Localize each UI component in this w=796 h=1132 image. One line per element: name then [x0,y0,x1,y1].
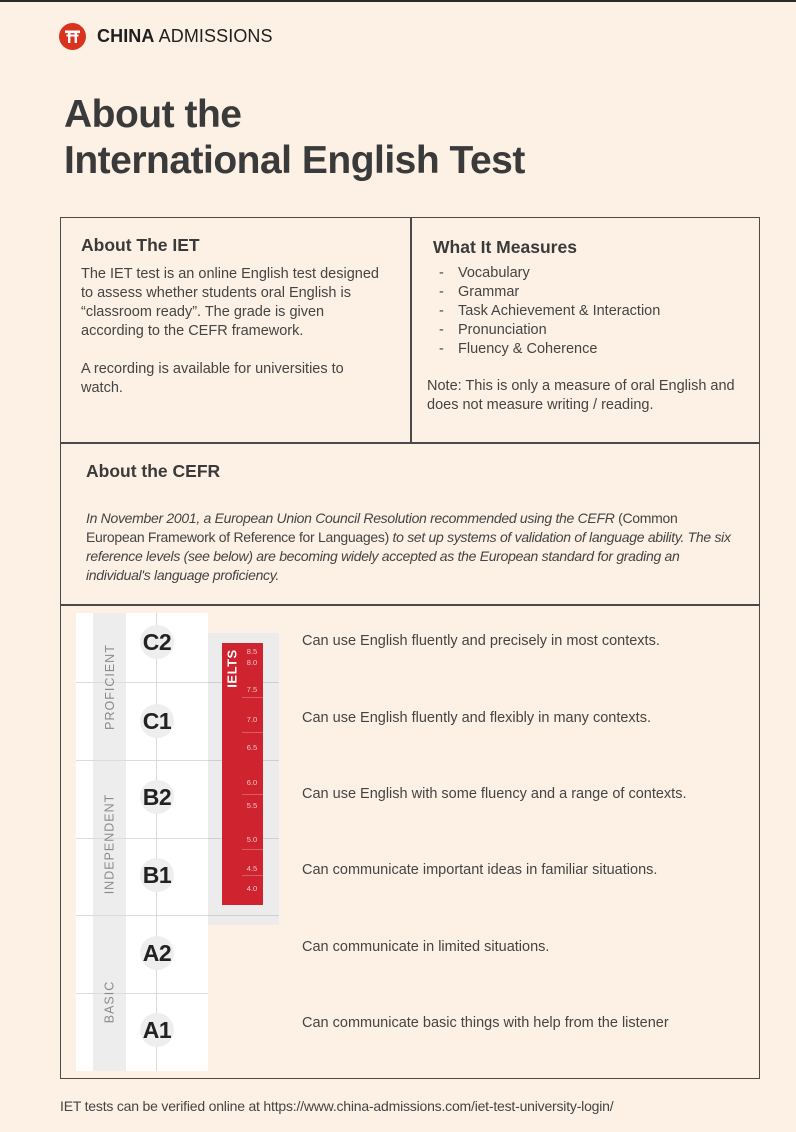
row-divider-1 [61,442,759,444]
page-title-line2: International English Test [64,139,525,182]
about-iet-heading: About The IET [81,235,200,255]
verification-footer[interactable]: IET tests can be verified online at https://www.china-admissions.com/iet-test-university-login/ [60,1098,614,1114]
brand-logo[interactable] [59,23,273,50]
measure-fluency: Fluency & Coherence [458,341,598,357]
level-badge-c2: C2 [140,625,174,659]
category-label: PROFICIENT [102,643,117,730]
brand-name-bold: CHINA [97,26,155,46]
cefr-levels-chart [76,613,687,1071]
about-cefr-section [86,461,736,585]
level-description-a1: Can communicate basic things with help from the listener [302,1015,669,1031]
ielts-score: 8.5 [246,647,258,656]
score-divider [242,697,263,698]
ielts-row-line [208,915,279,916]
ielts-label-text: IELTS [224,648,240,688]
category-basic [93,915,126,1071]
about-iet-section [81,235,381,398]
brand-name [97,26,273,47]
ielts-score: 6.0 [246,778,258,787]
column-divider [410,218,412,443]
level-description-b2: Can use English with some fluency and a range of contexts. [302,786,687,802]
cefr-text-full-name: (Common European Framework of Reference for Languages) [86,510,678,545]
level-badge-b2: B2 [140,780,174,814]
dash-bullet-icon: - [439,341,444,357]
top-border [0,0,796,2]
category-label: INDEPENDENT [102,793,117,895]
list-item [433,302,753,321]
dash-bullet-icon: - [439,322,444,338]
ielts-score: 4.5 [246,864,258,873]
category-independent [93,766,126,922]
level-description-a2: Can communicate in limited situations. [302,939,550,955]
ielts-score: 4.0 [246,884,258,893]
what-it-measures-heading: What It Measures [433,237,577,257]
measures-list [433,264,753,359]
ielts-score: 5.0 [246,835,258,844]
level-description-b1: Can communicate important ideas in familiar situations. [302,862,658,878]
torii-gate-icon [59,23,86,50]
ielts-score: 5.5 [246,801,258,810]
level-badge-b1: B1 [140,858,174,892]
list-item [433,340,753,359]
page-title [64,92,525,184]
score-divider [242,794,263,795]
dash-bullet-icon: - [439,284,444,300]
measure-pronunciation: Pronunciation [458,322,547,338]
level-badge-a1: A1 [140,1013,174,1047]
about-iet-recording-note: A recording is available for universities to watch. [81,361,344,396]
measure-task-achievement: Task Achievement & Interaction [458,303,661,319]
level-description-c1: Can use English fluently and flexibly in many contexts. [302,710,651,726]
what-it-measures-section [427,237,753,415]
category-label: BASIC [102,980,117,1024]
dash-bullet-icon: - [439,303,444,319]
measure-vocabulary: Vocabulary [458,265,530,281]
score-divider [242,849,263,850]
ielts-score: 6.5 [246,743,258,752]
about-cefr-paragraph [86,509,736,585]
measures-note: Note: This is only a measure of oral English and does not measure writing / reading. [427,378,735,413]
row-line [76,760,208,761]
ielts-score: 8.0 [246,658,258,667]
score-divider [242,875,263,876]
about-iet-paragraph: The IET test is an online English test designed to assess whether students oral English is “classroom ready”. The grade is given according to the CEFR framework. [81,266,379,339]
level-badge-a2: A2 [140,936,174,970]
cefr-text-part3: to set up systems of validation of language ability. The six reference levels (see below) are becoming widely accepted as the European standard for grading an individual's language proficiency. [86,529,731,583]
measure-grammar: Grammar [458,284,520,300]
category-proficient [93,613,126,760]
info-box [60,217,760,1079]
list-item [433,321,753,340]
level-badge-c1: C1 [140,704,174,738]
page-title-line1: About the [64,93,242,136]
dash-bullet-icon: - [439,265,444,281]
row-divider-2 [61,604,759,606]
ielts-score: 7.0 [246,715,258,724]
about-cefr-heading: About the CEFR [86,461,221,481]
cefr-text-part1: In November 2001, a European Union Council Resolution recommended using the CEFR [86,510,619,526]
list-item [433,283,753,302]
ielts-score: 7.5 [246,685,258,694]
ielts-label [222,643,242,693]
level-description-c2: Can use English fluently and precisely in most contexts. [302,633,660,649]
list-item [433,264,753,283]
score-divider [242,732,263,733]
brand-name-regular: ADMISSIONS [158,26,273,46]
